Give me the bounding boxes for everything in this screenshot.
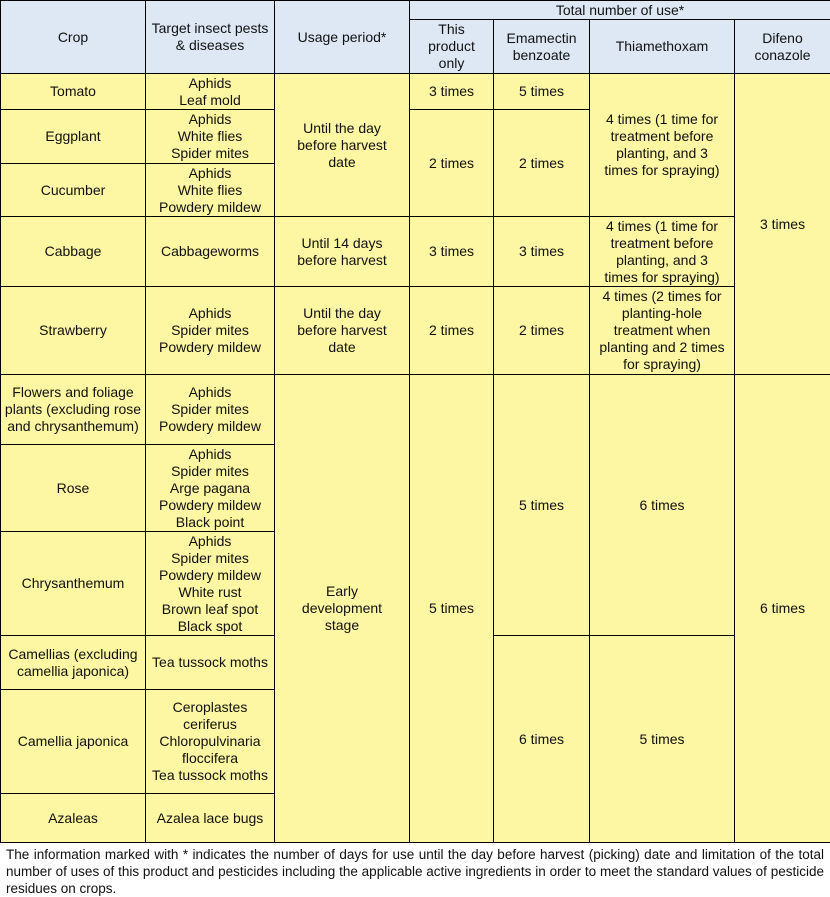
difenoconazole-cell: 6 times xyxy=(735,375,830,843)
thiamethoxam-cell: 4 times (2 times for planting-hole treatment when planting and 2 times for spraying) xyxy=(590,287,735,375)
target-cell: Aphids Spider mites Powdery mildew White rust Brown leaf spot Black spot xyxy=(146,532,275,636)
crop-cell: Tomato xyxy=(1,74,146,110)
crop-cell: Camellia japonica xyxy=(1,690,146,794)
emamectin-cell: 5 times xyxy=(494,74,590,110)
footnote: The information marked with * indicates the number of days for use until the day before harvest (picking) date and limitation of the total number of uses of this product and pesticides including the applicable active ingredients in order to meet the standard values of pesticide residues on crops. xyxy=(6,847,824,896)
emamectin-cell: 2 times xyxy=(494,287,590,375)
thiamethoxam-cell: 6 times xyxy=(590,375,735,636)
header-difenoconazole: Difeno conazole xyxy=(735,20,830,74)
emamectin-cell: 2 times xyxy=(494,110,590,217)
thiamethoxam-cell: 5 times xyxy=(590,636,735,843)
this-product-cell: 2 times xyxy=(410,110,494,217)
thiamethoxam-cell: 4 times (1 time for treatment before planting, and 3 times for spraying) xyxy=(590,74,735,217)
this-product-cell: 3 times xyxy=(410,217,494,287)
header-emamectin-benzoate: Emamectin benzoate xyxy=(494,20,590,74)
target-cell: Aphids Spider mites Powdery mildew xyxy=(146,287,275,375)
crop-cell: Rose xyxy=(1,445,146,532)
crop-cell: Chrysanthemum xyxy=(1,532,146,636)
thiamethoxam-cell: 4 times (1 time for treatment before planting, and 3 times for spraying) xyxy=(590,217,735,287)
target-cell: Aphids Spider mites Arge pagana Powdery mildew Black point xyxy=(146,445,275,532)
this-product-cell: 3 times xyxy=(410,74,494,110)
crop-cell: Flowers and foliage plants (excluding rose and chrysanthemum) xyxy=(1,375,146,445)
emamectin-cell: 6 times xyxy=(494,636,590,843)
target-cell: Aphids Spider mites Powdery mildew xyxy=(146,375,275,445)
this-product-cell: 2 times xyxy=(410,287,494,375)
target-cell: Tea tussock moths xyxy=(146,636,275,690)
this-product-cell: 5 times xyxy=(410,375,494,843)
crop-cell: Camellias (excluding camellia japonica) xyxy=(1,636,146,690)
target-cell: Azalea lace bugs xyxy=(146,794,275,843)
target-cell: Aphids Leaf mold xyxy=(146,74,275,110)
header-target-pests: Target insect pests & diseases xyxy=(146,1,275,74)
emamectin-cell: 5 times xyxy=(494,375,590,636)
crop-cell: Azaleas xyxy=(1,794,146,843)
target-cell: Aphids White flies Spider mites xyxy=(146,110,275,164)
header-crop: Crop xyxy=(1,1,146,74)
usage-period-cell: Until the day before harvest date xyxy=(275,74,410,217)
crop-cell: Strawberry xyxy=(1,287,146,375)
target-cell: Cabbageworms xyxy=(146,217,275,287)
target-cell: Aphids White flies Powdery mildew xyxy=(146,164,275,217)
header-this-product-only: This product only xyxy=(410,20,494,74)
usage-period-cell: Until 14 days before harvest xyxy=(275,217,410,287)
usage-period-cell: Until the day before harvest date xyxy=(275,287,410,375)
header-usage-period: Usage period* xyxy=(275,1,410,74)
target-cell: Ceroplastes ceriferus Chloropulvinaria floccifera Tea tussock moths xyxy=(146,690,275,794)
difenoconazole-cell: 3 times xyxy=(735,74,830,375)
crop-cell: Cucumber xyxy=(1,164,146,217)
crop-cell: Cabbage xyxy=(1,217,146,287)
header-total-number-of-use: Total number of use* xyxy=(410,1,830,20)
usage-period-cell: Early development stage xyxy=(275,375,410,843)
crop-cell: Eggplant xyxy=(1,110,146,164)
emamectin-cell: 3 times xyxy=(494,217,590,287)
header-thiamethoxam: Thiamethoxam xyxy=(590,20,735,74)
